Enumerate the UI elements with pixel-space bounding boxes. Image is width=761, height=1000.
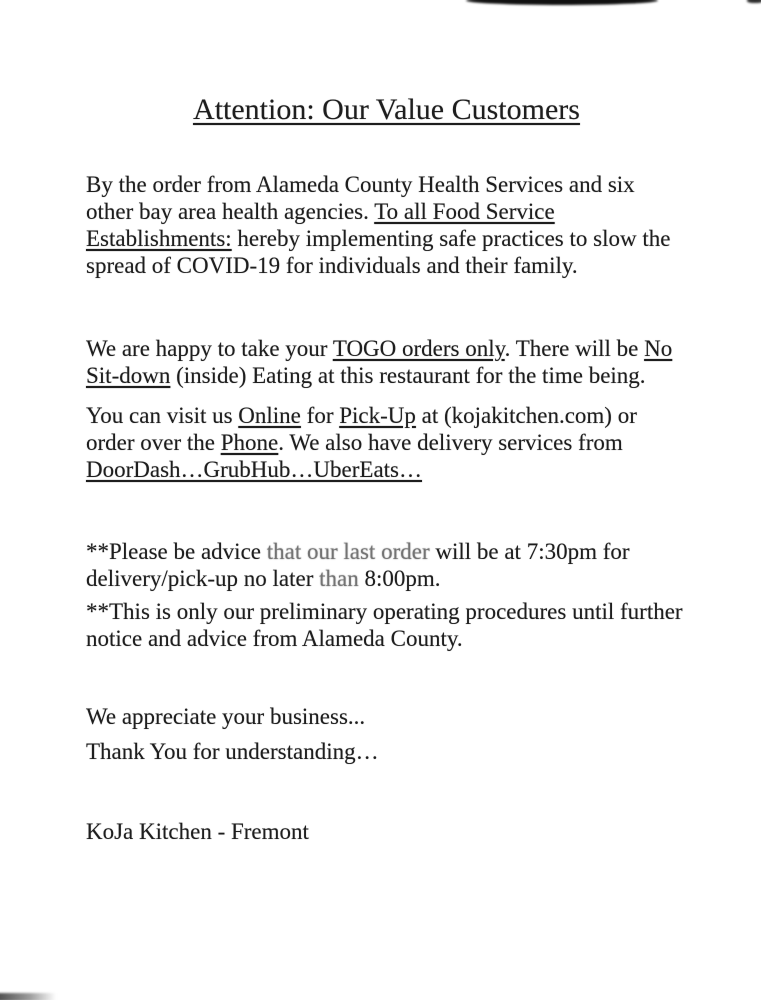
underlined-text-run: TOGO orders only — [332, 336, 505, 361]
paragraph-signature — [86, 818, 687, 845]
text-run: (inside) Eating at this restaurant for the time being. — [170, 363, 646, 388]
paragraph-ordering-options — [86, 402, 687, 483]
text-run: that our last order — [266, 539, 430, 564]
paragraph-last-order-note — [86, 538, 687, 592]
underlined-text-run: Sit-down — [86, 363, 171, 388]
text-run: **This is only our preliminary operating procedures until further — [86, 599, 683, 624]
text-run: KoJa Kitchen - Fremont — [86, 819, 309, 844]
text-run: hereby implementing safe practices to slow the — [231, 226, 671, 251]
text-run: delivery/pick-up no later — [86, 566, 320, 591]
text-run: You can visit us — [86, 403, 239, 428]
text-run: order over the — [86, 430, 221, 455]
notice-title: Attention: Our Value Customers — [193, 93, 580, 126]
notice-paragraphs — [86, 171, 687, 845]
text-run: spread of COVID-19 for individuals and their family. — [86, 253, 578, 278]
underlined-text-run: Pick-Up — [339, 403, 416, 428]
underlined-text-run: No — [644, 336, 673, 361]
paragraph-togo-only — [86, 335, 687, 389]
underlined-text-run: Online — [238, 403, 301, 428]
text-run: We are happy to take your — [86, 336, 333, 361]
text-run: than — [319, 566, 359, 591]
paragraph-health-order — [86, 171, 687, 279]
underlined-text-run: Phone — [220, 430, 279, 455]
text-run: will be at 7:30pm for — [429, 539, 630, 564]
text-run: at (kojakitchen.com) or — [415, 403, 637, 428]
underlined-text-run: DoorDash…GrubHub…UberEats… — [86, 457, 422, 482]
text-run: Thank You for understanding… — [86, 739, 379, 764]
underlined-text-run: To all Food Service — [374, 199, 555, 224]
text-run: notice and advice from Alameda County. — [86, 626, 463, 651]
text-run: . There will be — [504, 336, 645, 361]
text-run: **Please be advice — [86, 539, 267, 564]
text-run: By the order from Alameda County Health Services and six — [86, 172, 635, 197]
text-run: We appreciate your business... — [86, 704, 366, 729]
paragraph-thanks — [86, 738, 687, 765]
scan-artifact-bottom-smudge — [0, 993, 56, 1000]
text-run: other bay area health agencies. — [86, 199, 375, 224]
paragraph-preliminary-note — [86, 598, 687, 652]
text-run: 8:00pm. — [358, 566, 441, 591]
text-run: for — [300, 403, 340, 428]
text-run: . We also have delivery services from — [278, 430, 623, 455]
underlined-text-run: Establishments: — [86, 226, 232, 251]
paragraph-appreciation — [86, 703, 687, 730]
